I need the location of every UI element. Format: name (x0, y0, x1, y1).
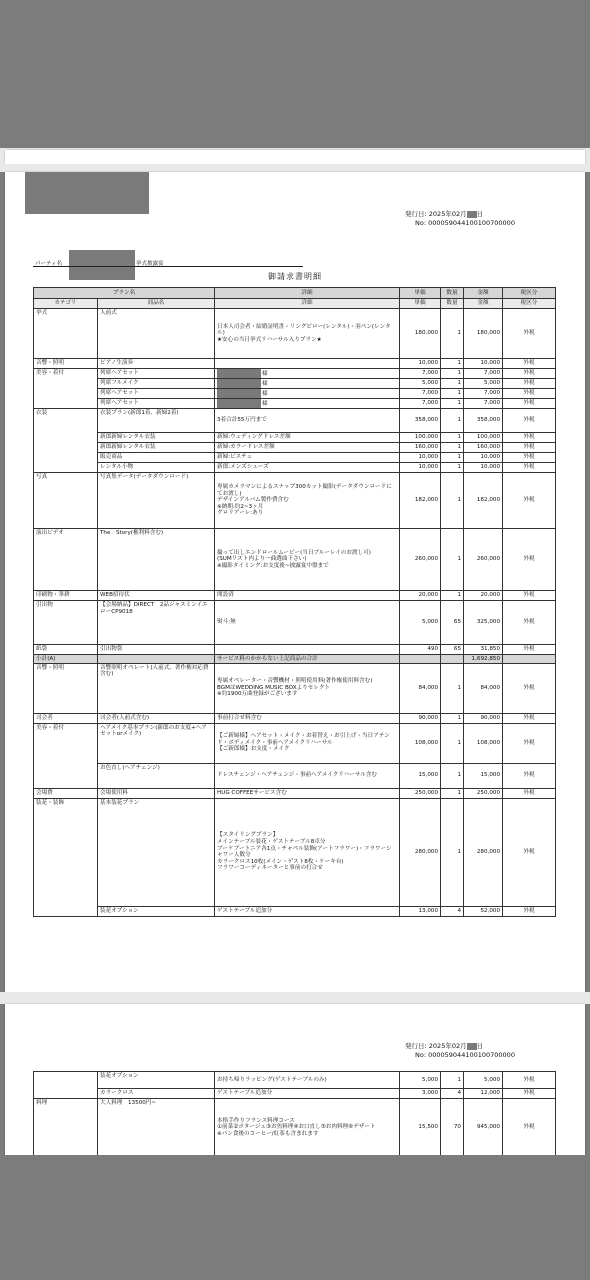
detail-line: カラークロス10枚(メイン・ゲスト8枚・ケーキ台) (217, 858, 344, 865)
table-row (34, 433, 556, 443)
row-qty: 70 (441, 1099, 464, 1156)
row-amount: 280,000 (464, 798, 503, 906)
row-category: 衣装 (34, 409, 98, 473)
row-tax: 外税 (503, 409, 556, 433)
issue-date-value: 2025年02月 (428, 1042, 467, 1050)
header-tax-2: 税区分 (503, 299, 556, 309)
row-item: お色直し(ヘアチェンジ) (98, 763, 215, 788)
row-tax: 外税 (503, 906, 556, 916)
detail-line: BGMはWEDDING MUSIC BOXよりセレクト (217, 684, 331, 691)
party-label: パーティ名 (35, 261, 63, 267)
row-unit-price: 13,000 (400, 906, 441, 916)
row-unit-price: 3,000 (400, 1089, 441, 1099)
header-unit-price: 単価 (400, 288, 441, 299)
row-amount: 945,000 (464, 1099, 503, 1156)
table-row (34, 601, 556, 645)
detail-line: 専属オペレーター・音響機材・照明使用料(著作権使用料含む) (217, 678, 373, 685)
row-category: 会場費 (34, 788, 98, 798)
redacted-guest-name (217, 379, 261, 388)
detail-line: 新郎:メンズシューズ (217, 464, 269, 471)
row-tax: 外税 (503, 443, 556, 453)
row-qty (441, 655, 464, 664)
header-amount: 金額 (464, 288, 503, 299)
no-value: 000059044100100700000 (428, 1051, 515, 1059)
row-detail (215, 1099, 400, 1156)
table-row (34, 379, 556, 389)
row-qty: 1 (441, 463, 464, 473)
redacted-day (467, 211, 477, 218)
table-row (34, 473, 556, 529)
no-label: No: (415, 219, 427, 227)
row-detail (215, 788, 400, 798)
detail-line: 新婦:カラードレス差額 (217, 444, 275, 451)
row-tax: 外税 (503, 463, 556, 473)
header-item: 商品名 (98, 299, 215, 309)
detail-line: ※約1900万曲登録がございます (217, 691, 298, 698)
row-category: 音響・照明 (34, 359, 98, 369)
row-tax: 外税 (503, 453, 556, 463)
row-amount: 31,850 (464, 645, 503, 655)
table-row (34, 399, 556, 409)
redacted-guest-name (217, 399, 261, 408)
row-unit-price: 280,000 (400, 798, 441, 906)
row-qty: 1 (441, 453, 464, 463)
row-qty: 1 (441, 529, 464, 591)
row-item: 装花オプション (98, 1072, 215, 1089)
row-detail (215, 529, 400, 591)
row-item: レンタル小物 (98, 463, 215, 473)
row-item: 列席ヘアセット (98, 389, 215, 399)
row-amount: 10,000 (464, 463, 503, 473)
table-row (34, 309, 556, 359)
row-tax: 外税 (503, 473, 556, 529)
issue-day-suffix: 日 (476, 210, 484, 218)
table-row (34, 1072, 556, 1089)
table-row (34, 591, 556, 601)
row-category: 装花・装飾 (34, 798, 98, 916)
row-qty: 4 (441, 1089, 464, 1099)
row-unit-price: 10,000 (400, 453, 441, 463)
row-amount: 5,000 (464, 379, 503, 389)
table-row (34, 1099, 556, 1156)
row-qty: 1 (441, 473, 464, 529)
row-qty: 1 (441, 399, 464, 409)
row-tax: 外税 (503, 798, 556, 906)
row-amount: 10,000 (464, 453, 503, 463)
header-category: カテゴリ (34, 299, 98, 309)
dark-background-top (0, 0, 590, 148)
detail-line: 様 (262, 391, 268, 397)
row-qty: 1 (441, 663, 464, 713)
detail-line: ★安心の当日挙式リハーサル入りプラン★ (217, 336, 322, 343)
table-row (34, 655, 556, 664)
row-unit-price: 10,000 (400, 359, 441, 369)
row-qty: 4 (441, 906, 464, 916)
row-detail (215, 473, 400, 529)
detail-line: 事前打合せ料含む (217, 714, 262, 721)
row-item (98, 655, 215, 664)
row-category: 司会者 (34, 713, 98, 723)
invoice-table (33, 287, 556, 917)
invoice-number-p3 (415, 1050, 515, 1060)
row-amount: 160,000 (464, 443, 503, 453)
row-tax: 外税 (503, 359, 556, 369)
detail-line: ゲストテーブル追加分 (217, 907, 273, 914)
row-qty: 65 (441, 601, 464, 645)
row-unit-price: 10,000 (400, 463, 441, 473)
row-unit-price: 84,000 (400, 663, 441, 713)
document-title: 御請求書明細 (268, 272, 322, 281)
detail-line: デザインアルバム製作費含む (217, 497, 289, 504)
row-qty: 1 (441, 379, 464, 389)
table-row (34, 723, 556, 763)
table-row (34, 713, 556, 723)
invoice-page-2 (5, 172, 585, 992)
row-unit-price: 182,000 (400, 473, 441, 529)
detail-line: 開設済 (217, 592, 234, 599)
issue-date-label: 発行日: (405, 210, 427, 218)
row-amount: 180,000 (464, 309, 503, 359)
row-category: 引出物 (34, 601, 98, 645)
row-category: 挙式 (34, 309, 98, 359)
table-row (34, 359, 556, 369)
row-unit-price: 160,000 (400, 443, 441, 453)
row-qty: 1 (441, 798, 464, 906)
row-qty: 1 (441, 409, 464, 433)
detail-line: 日本人司会者・結婚証明書・リングピロー(レンタル)・羽ペン(レンタル) (217, 323, 391, 337)
invoice-number (415, 218, 515, 228)
page-gap (0, 992, 590, 1004)
detail-line: 新婦:ウェディングドレス差額 (217, 434, 291, 441)
row-amount: 108,000 (464, 723, 503, 763)
table-row (34, 369, 556, 379)
row-amount: 90,000 (464, 713, 503, 723)
header-tax: 税区分 (503, 288, 556, 299)
table-row (34, 443, 556, 453)
row-unit-price: 5,000 (400, 1072, 441, 1089)
row-detail (215, 309, 400, 359)
header-qty: 数量 (441, 288, 464, 299)
row-qty: 1 (441, 433, 464, 443)
row-item: 人前式 (98, 309, 215, 359)
table-row (34, 788, 556, 798)
row-unit-price: 7,000 (400, 399, 441, 409)
row-amount: 52,000 (464, 906, 503, 916)
row-amount: 358,000 (464, 409, 503, 433)
table-row (34, 1089, 556, 1099)
row-detail (215, 389, 400, 399)
row-item: ヘアメイク基本プラン(新郎のお支度+ヘアセットorメイク) (98, 723, 215, 763)
row-tax: 外税 (503, 763, 556, 788)
row-unit-price: 15,000 (400, 763, 441, 788)
row-item: 列席フルメイク (98, 379, 215, 389)
table-row (34, 529, 556, 591)
invoice-page-1 (5, 150, 585, 164)
row-qty: 1 (441, 591, 464, 601)
row-amount: 7,000 (464, 399, 503, 409)
redacted-party-name (69, 250, 135, 280)
table-row (34, 763, 556, 788)
invoice-page-3 (5, 1004, 585, 1155)
row-unit-price: 100,000 (400, 433, 441, 443)
row-item: 衣装プラン(新郎1着、新婦2着) (98, 409, 215, 433)
row-tax: 外税 (503, 645, 556, 655)
detail-line: 様 (262, 371, 268, 377)
row-qty: 1 (441, 713, 464, 723)
detail-line: 様 (262, 401, 268, 407)
row-amount: 5,000 (464, 1072, 503, 1089)
row-detail (215, 1089, 400, 1099)
row-unit-price: 7,000 (400, 369, 441, 379)
detail-line: 様 (262, 381, 268, 387)
row-detail (215, 906, 400, 916)
detail-line: 撮って出しエンドロールムービー(当日ブルーレイのお渡し可) (217, 549, 371, 556)
row-detail (215, 409, 400, 433)
row-category: 印刷物・筆耕 (34, 591, 98, 601)
table-row (34, 798, 556, 906)
table-row (34, 389, 556, 399)
row-category: 演出ビデオ (34, 529, 98, 591)
row-unit-price: 5,000 (400, 379, 441, 389)
row-item: 列席ヘアセット (98, 399, 215, 409)
detail-line: ブーケブートニア各1点・チャペル装飾(アートフラワー)・フラワーシャワー人数分 (217, 845, 392, 859)
row-category: 紙袋 (34, 645, 98, 655)
detail-line: 3着合計55万円まで (217, 417, 267, 424)
row-qty: 1 (441, 389, 464, 399)
row-amount: 100,000 (464, 433, 503, 443)
row-tax: 外税 (503, 663, 556, 713)
row-amount: 260,000 (464, 529, 503, 591)
row-item: The Story(権利料含む) (98, 529, 215, 591)
row-unit-price: 250,000 (400, 788, 441, 798)
row-unit-price: 260,000 (400, 529, 441, 591)
row-unit-price: 180,000 (400, 309, 441, 359)
row-category: 写真 (34, 473, 98, 529)
row-unit-price (400, 655, 441, 664)
detail-line: フラワーコーディネーターと事前の打合せ (217, 865, 323, 872)
row-tax: 外税 (503, 433, 556, 443)
detail-line: 専属カメラマンによるスナップ300カット撮影(データダウンロードにてお渡し) (217, 484, 392, 497)
detail-line: ※撮影タイミング:お支度後~披露宴中盤まで (217, 562, 329, 569)
detail-line: ①前菜②ポタージュ③お魚料理④お口直し⑤お肉料理⑥デザート (217, 1124, 376, 1131)
row-detail (215, 379, 400, 389)
table-row (34, 906, 556, 916)
row-qty: 1 (441, 788, 464, 798)
row-detail (215, 645, 400, 655)
row-item: 列席ヘアセット (98, 369, 215, 379)
detail-line: ※納期:約2~3ヶ月 (217, 503, 264, 510)
row-amount: 12,000 (464, 1089, 503, 1099)
row-detail (215, 359, 400, 369)
row-tax (503, 655, 556, 664)
row-item: 音響照明オペレート(人前式、著作権対応費含む) (98, 663, 215, 713)
row-detail (215, 663, 400, 713)
table-row (34, 645, 556, 655)
party-underline (33, 266, 303, 267)
row-unit-price: 90,000 (400, 713, 441, 723)
row-qty: 1 (441, 763, 464, 788)
header-detail-2: 詳細 (215, 299, 400, 309)
row-item: 司会者(人前式含む) (98, 713, 215, 723)
row-item: 写真集データ(データダウンロード) (98, 473, 215, 529)
row-detail (215, 1072, 400, 1089)
row-qty: 1 (441, 369, 464, 379)
row-tax: 外税 (503, 389, 556, 399)
issue-date-value: 2025年02月 (428, 210, 467, 218)
row-category: 美容・着付 (34, 723, 98, 788)
row-tax: 外税 (503, 529, 556, 591)
row-category: 音響・照明 (34, 663, 98, 713)
detail-line: 【スタイリングプラン】 (217, 832, 279, 839)
row-tax: 外税 (503, 713, 556, 723)
row-unit-price: 5,000 (400, 601, 441, 645)
row-unit-price: 7,000 (400, 389, 441, 399)
row-item: 会場使用料 (98, 788, 215, 798)
detail-line: サービス料のかからない上記商品の合計 (217, 655, 318, 662)
header-qty-2: 数量 (441, 299, 464, 309)
row-item: 引出物袋 (98, 645, 215, 655)
header-amount-2: 金額 (464, 299, 503, 309)
row-category (34, 1072, 98, 1099)
row-category: 小計(A) (34, 655, 98, 664)
redacted-guest-name (217, 389, 261, 398)
row-amount: 250,000 (464, 788, 503, 798)
row-detail (215, 433, 400, 443)
row-qty: 65 (441, 645, 464, 655)
redacted-day (467, 1043, 477, 1050)
detail-line: お持ち帰りラッピング(ゲストテーブルのみ) (217, 1076, 327, 1083)
row-amount: 325,000 (464, 601, 503, 645)
detail-line: ※パン食後のコーヒー/紅茶も含まれます (217, 1130, 319, 1137)
detail-line: HUG COFFEEサービス含む (217, 789, 287, 796)
no-label: No: (415, 1051, 427, 1059)
row-detail (215, 369, 400, 379)
row-item: 【会場納品】DIRECT 2品ジャスミンイエローCP9018 (98, 601, 215, 645)
detail-line: (SUMリスト内より一曲選曲下さい) (217, 556, 307, 563)
invoice-table-continued (33, 1071, 556, 1155)
row-tax: 外税 (503, 1099, 556, 1156)
row-item: 大人料理 13500円~ (98, 1099, 215, 1156)
row-qty: 1 (441, 1072, 464, 1089)
row-amount: 1,692,850 (464, 655, 503, 664)
detail-line: ドレスチェンジ・ヘアチェンジ・事前ヘアメイクリハーサル含む (217, 772, 377, 779)
row-tax: 外税 (503, 1072, 556, 1089)
row-amount: 182,000 (464, 473, 503, 529)
row-amount: 10,000 (464, 359, 503, 369)
row-item: 新郎新婦レンタル衣装 (98, 433, 215, 443)
row-tax: 外税 (503, 591, 556, 601)
row-amount: 20,000 (464, 591, 503, 601)
detail-line: ゲストテーブル追加分 (217, 1090, 273, 1097)
table-row (34, 463, 556, 473)
row-category: 料理 (34, 1099, 98, 1156)
row-tax: 外税 (503, 379, 556, 389)
redacted-logo (25, 172, 149, 214)
row-item: カラークロス (98, 1089, 215, 1099)
row-detail (215, 443, 400, 453)
header-plan: プラン名 (34, 288, 215, 299)
row-unit-price: 20,000 (400, 591, 441, 601)
detail-line: 本格手作りフランス料理コース (217, 1117, 295, 1124)
row-item: 基本装花プラン (98, 798, 215, 906)
row-detail (215, 713, 400, 723)
detail-line: 【ご新郎様】お支度・メイク (217, 746, 290, 753)
row-tax: 外税 (503, 788, 556, 798)
row-unit-price: 108,000 (400, 723, 441, 763)
table-row (34, 453, 556, 463)
row-detail (215, 723, 400, 763)
issue-day-suffix: 日 (476, 1042, 484, 1050)
party-suffix: 挙式披露宴 (136, 261, 164, 267)
issue-date-label: 発行日: (405, 1042, 427, 1050)
row-detail (215, 453, 400, 463)
row-qty: 1 (441, 359, 464, 369)
row-amount: 7,000 (464, 369, 503, 379)
row-tax: 外税 (503, 601, 556, 645)
row-item: WEB招待状 (98, 591, 215, 601)
no-value: 000059044100100700000 (428, 219, 515, 227)
row-qty: 1 (441, 723, 464, 763)
row-detail (215, 655, 400, 664)
row-unit-price: 358,000 (400, 409, 441, 433)
row-item: 装花オプション (98, 906, 215, 916)
row-amount: 15,000 (464, 763, 503, 788)
detail-line: グロリアーレ:あり (217, 510, 264, 517)
row-amount: 84,000 (464, 663, 503, 713)
row-detail (215, 591, 400, 601)
row-detail (215, 399, 400, 409)
table-row (34, 409, 556, 433)
table-row (34, 663, 556, 713)
row-detail (215, 463, 400, 473)
header-detail: 詳細 (215, 288, 400, 299)
row-tax: 外税 (503, 723, 556, 763)
row-tax: 外税 (503, 399, 556, 409)
row-detail (215, 601, 400, 645)
detail-line: 熨斗:無 (217, 619, 236, 626)
row-tax: 外税 (503, 309, 556, 359)
row-item: ピアノ生演奏 (98, 359, 215, 369)
row-qty: 1 (441, 443, 464, 453)
row-detail (215, 798, 400, 906)
redacted-guest-name (217, 369, 261, 378)
row-category: 美容・着付 (34, 369, 98, 409)
detail-line: 【ご新婦様】ヘアセット・メイク・お着替え・お引上げ・当日アテンド・ボディメイク・事前ヘアメイクリハーサル (217, 733, 390, 746)
detail-line: 新婦:ビスチェ (217, 454, 253, 461)
row-detail (215, 763, 400, 788)
row-tax: 外税 (503, 369, 556, 379)
detail-line: メインテーブル装花・ゲストテーブル8卓分 (217, 838, 326, 845)
row-item: 販売商品 (98, 453, 215, 463)
row-tax: 外税 (503, 1089, 556, 1099)
row-unit-price: 490 (400, 645, 441, 655)
row-item: 新郎新婦レンタル衣装 (98, 443, 215, 453)
header-unit-price-2: 単価 (400, 299, 441, 309)
row-amount: 7,000 (464, 389, 503, 399)
dark-background-bottom (0, 1155, 590, 1280)
page-gap (0, 164, 590, 172)
row-unit-price: 15,500 (400, 1099, 441, 1156)
row-qty: 1 (441, 309, 464, 359)
